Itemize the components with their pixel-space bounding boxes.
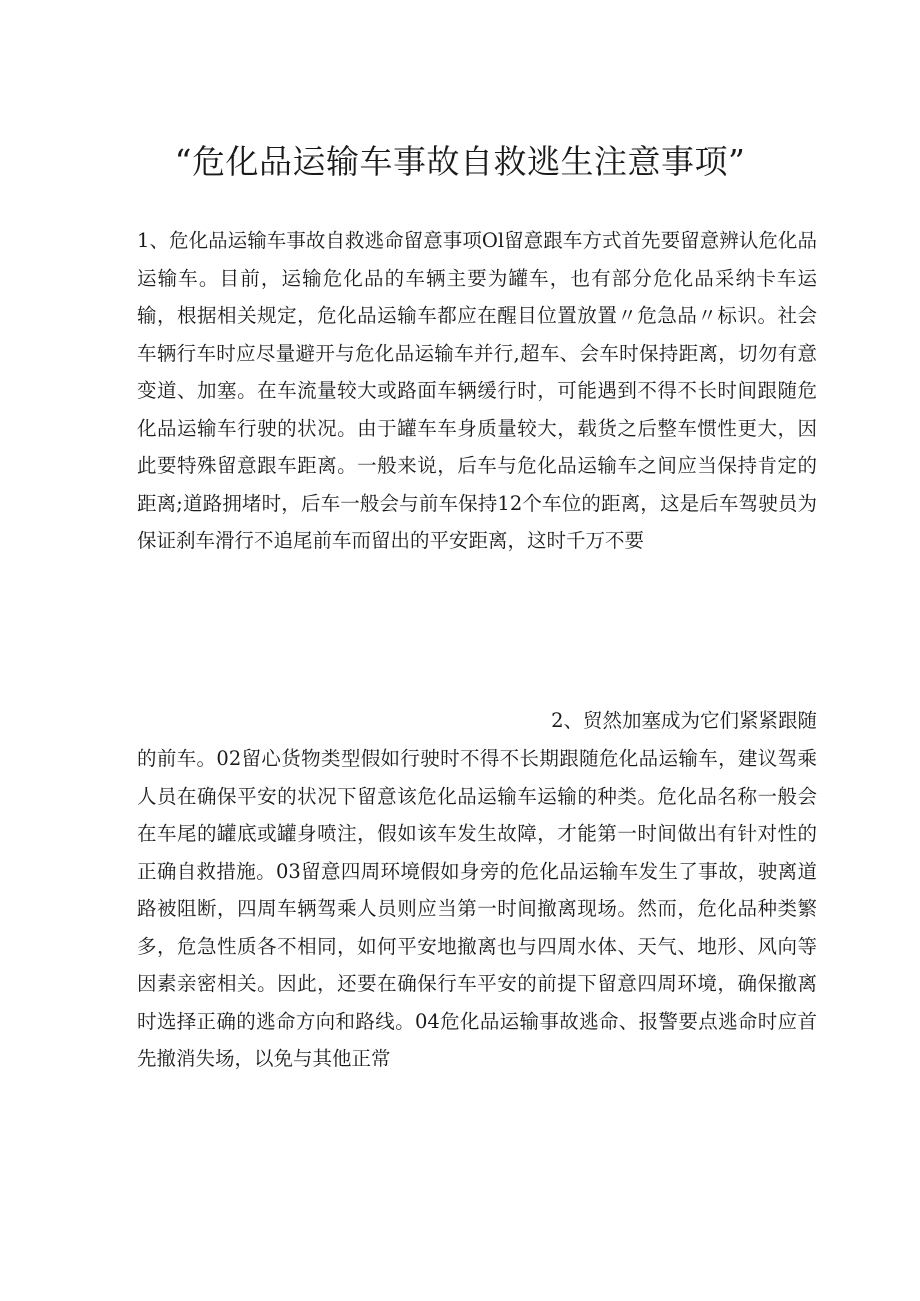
document-title: “危化品运输车事故自救逃生注意事项” — [174, 142, 746, 181]
paragraph-1: 1、危化品运输车事故自救逃命留意事项Ol留意跟车方式首先要留意辨认危化品运输车。目前，运输危化品的车辆主要为罐车，也有部分危化品采纳卡车运输，根据相关规定，危化品运输车都应在醒目位置放置〃危急品〃标识。社会车辆行车时应尽量避开与危化品运输车并行,超车、会车时保持距离，切勿有意变道、加塞。在车流量较大或路面车辆缓行时，可能遇到不得不长时间跟随危化品运输车行驶的状况。由于罐车车身质量较大，载货之后整车惯性更大，因此要特殊留意跟车距离。一般来说，后车与危化品运输车之间应当保持肯定的距离;道路拥堵时，后车一般会与前车保持12个车位的距离，这是后车驾驶员为保证刹车滑行不追尾前车而留出的平安距离，这时千万不要 — [137, 229, 817, 552]
paragraph-3: 的前车。02留心货物类型假如行驶时不得不长期跟随危化品运输车，建议驾乘人员在确保平安的状况下留意该危化品运输车运输的种类。危化品名称一般会在车尾的罐底或罐身喷注，假如该车发生故障，才能第一时间做出有针对性的正确自救措施。03留意四周环境假如身旁的危化品运输车发生了事故，驶离道路被阻断，四周车辆驾乘人员则应当第一时间撤离现场。然而，危化品种类繁多，危急性质各不相同，如何平安地撤离也与四周水体、天气、地形、风向等因素亲密相关。因此，还要在确保行车平安的前提下留意四周环境，确保撤离时选择正确的逃命方向和路线。04危化品运输事故逃命、报警要点逃命时应首先撤消失场，以免与其他正常 — [137, 747, 817, 1070]
paragraph-2: 2、贸然加塞成为它们紧紧跟随 — [551, 709, 817, 732]
